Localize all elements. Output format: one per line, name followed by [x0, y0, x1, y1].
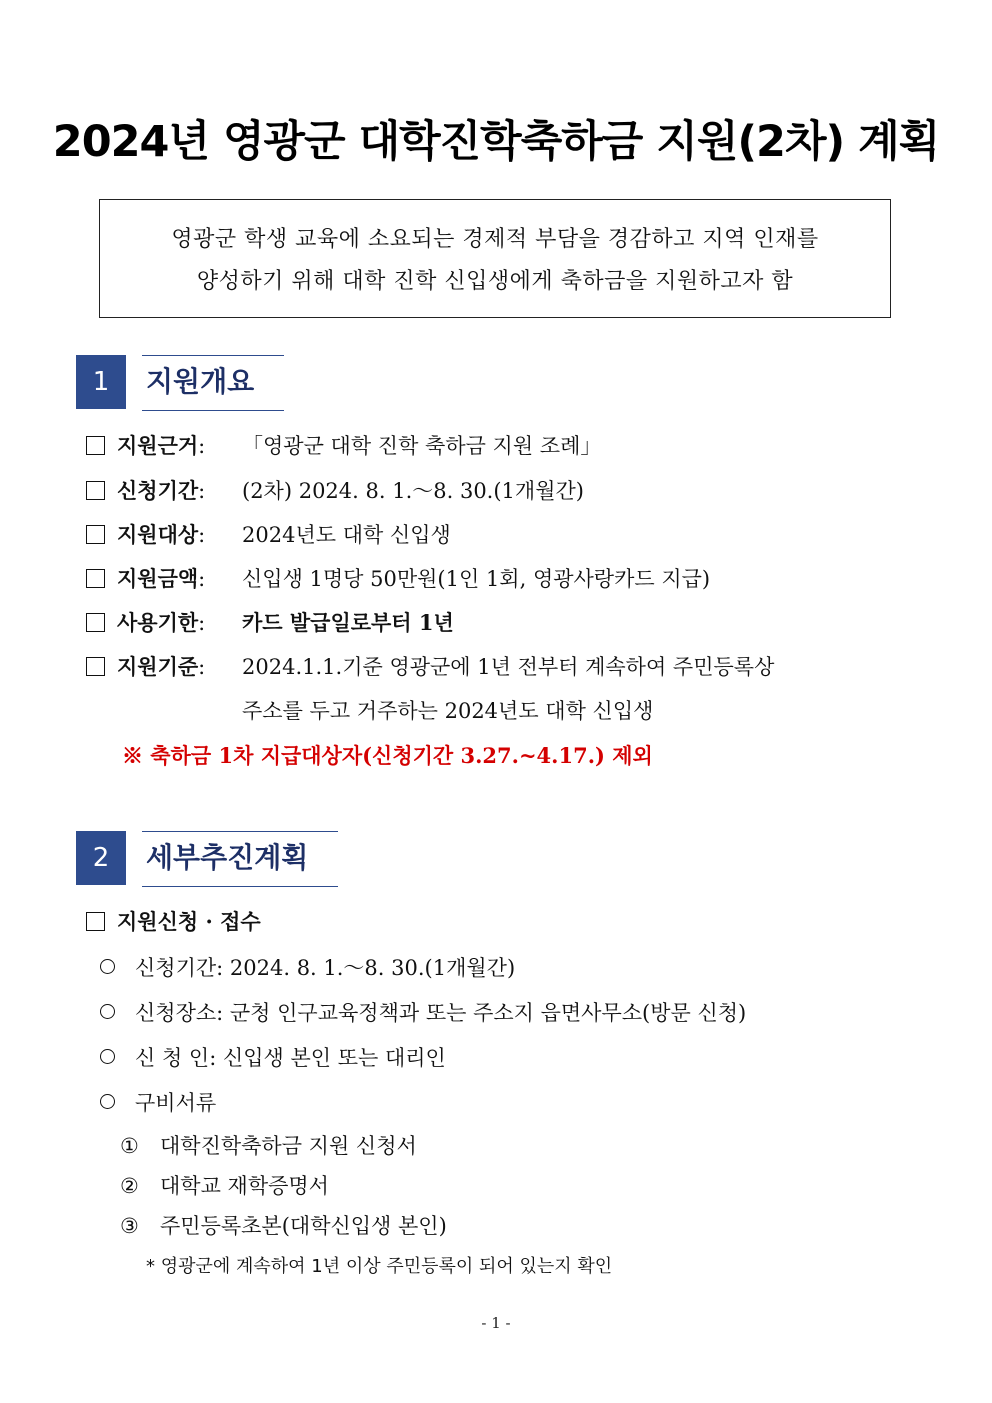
- application-heading: 지원신청 · 접수: [86, 907, 261, 937]
- overview-row-amount: 지원금액: 신입생 1명당 50만원(1인 1회, 영광사랑카드 지급): [86, 564, 205, 594]
- overview-row-criteria: 지원기준: 2024.1.1.기준 영광군에 1년 전부터 계속하여 주민등록상: [86, 652, 205, 682]
- overview-row-basis: 지원근거: 「영광군 대학 진학 축하금 지원 조례」: [86, 431, 205, 461]
- checkbox-icon: [86, 657, 105, 676]
- circle-bullet-icon: [100, 1049, 115, 1064]
- document-item-3: ③ 주민등록초본(대학신입생 본인): [120, 1214, 447, 1238]
- purpose-line-1: 영광군 학생 교육에 소요되는 경제적 부담을 경감하고 지역 인재를: [171, 227, 819, 252]
- exclusion-note: ※ 축하금 1차 지급대상자(신청기간 3.27.~4.17.) 제외: [122, 743, 653, 768]
- circle-bullet-icon: [100, 959, 115, 974]
- application-place: 신청장소: 군청 인구교육정책과 또는 주소지 읍면사무소(방문 신청): [100, 998, 746, 1028]
- checkbox-icon: [86, 569, 105, 588]
- checkbox-icon: [86, 912, 105, 931]
- document-item-2: ② 대학교 재학증명서: [120, 1174, 329, 1198]
- document-item-1: ① 대학진학축하금 지원 신청서: [120, 1134, 417, 1158]
- section-2-number: 2: [76, 831, 126, 885]
- page-number: - 1 -: [481, 1314, 511, 1332]
- purpose-line-2: 양성하기 위해 대학 진학 신입생에게 축하금을 지원하고자 함: [196, 269, 794, 294]
- overview-row-period: 신청기간: (2차) 2024. 8. 1.～8. 30.(1개월간): [86, 476, 205, 506]
- required-documents: 구비서류: [100, 1088, 216, 1118]
- overview-criteria-line2: 주소를 두고 거주하는 2024년도 대학 신입생: [242, 699, 654, 723]
- section-1-title: 지원개요: [142, 355, 284, 411]
- residency-note: * 영광군에 계속하여 1년 이상 주민등록이 되어 있는지 확인: [146, 1256, 613, 1277]
- section-1-number: 1: [76, 355, 126, 409]
- document-title: 2024년 영광군 대학진학축하금 지원(2차) 계획: [52, 117, 940, 167]
- applicant: 신 청 인: 신입생 본인 또는 대리인: [100, 1043, 446, 1073]
- circle-bullet-icon: [100, 1004, 115, 1019]
- checkbox-icon: [86, 613, 105, 632]
- overview-row-target: 지원대상: 2024년도 대학 신입생: [86, 520, 205, 550]
- application-period: 신청기간: 2024. 8. 1.～8. 30.(1개월간): [100, 953, 515, 983]
- checkbox-icon: [86, 481, 105, 500]
- circle-bullet-icon: [100, 1094, 115, 1109]
- section-2-title: 세부추진계획: [142, 831, 338, 887]
- overview-row-expiry: 사용기한: 카드 발급일로부터 1년: [86, 608, 205, 638]
- purpose-box: [99, 199, 891, 318]
- checkbox-icon: [86, 436, 105, 455]
- checkbox-icon: [86, 525, 105, 544]
